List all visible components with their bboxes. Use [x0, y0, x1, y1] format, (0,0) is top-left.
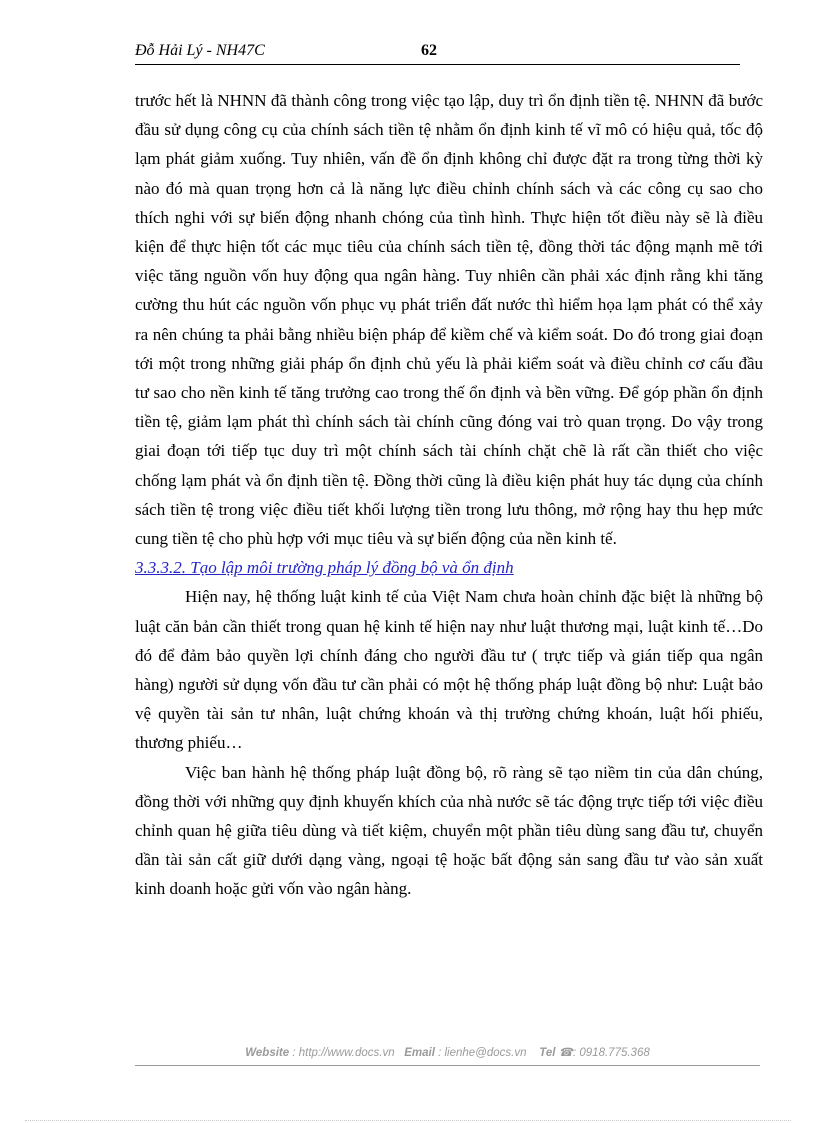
section-heading-link[interactable]: 3.3.3.2. Tạo lập môi trường pháp lý đồng bộ và ổn định — [135, 558, 514, 578]
page-number: 62 — [421, 42, 437, 59]
footer-website-link[interactable]: : http://www.docs.vn — [292, 1047, 395, 1059]
document-body — [135, 86, 763, 904]
page-header — [135, 40, 740, 65]
footer-tel-label: Tel — [539, 1047, 556, 1059]
page-footer — [135, 1045, 760, 1066]
footer-tel-value: : 0918.775.368 — [573, 1047, 650, 1059]
bottom-divider — [25, 1120, 791, 1121]
footer-email-link[interactable]: : lienhe@docs.vn — [438, 1047, 527, 1059]
footer-email-label: Email — [404, 1047, 435, 1059]
footer-website-label: Website — [245, 1047, 290, 1059]
paragraph-3: Việc ban hành hệ thống pháp luật đồng bộ, rõ ràng sẽ tạo niềm tin của dân chúng, đồng thời với những quy định khuyến khích của nhà nước sẽ tác động trực tiếp tới việc điều chỉnh quan hệ giữa tiêu dùng và tiết kiệm, chuyển một phần tiêu dùng sang đầu tư, chuyển dần tài sản cất giữ dưới dạng vàng, ngoại tệ hoặc bất động sản sang đầu tư vào sản xuất kinh doanh hoặc gửi vốn vào ngân hàng. — [135, 762, 763, 899]
phone-icon: ☎ — [558, 1047, 573, 1059]
paragraph-2: Hiện nay, hệ thống luật kinh tế của Việt Nam chưa hoàn chỉnh đặc biệt là những bộ luật căn bản cần thiết trong quan hệ kinh tế hiện nay như luật thương mại, luật kinh tế…Do đó để đảm bảo quyền lợi chính đáng cho người đầu tư ( trực tiếp và gián tiếp qua ngân hàng) người sử dụng vốn đầu tư cần phải có một hệ thống pháp luật đồng bộ như: Luật bảo vệ quyền tài sản tư nhân, luật chứng khoán và thị trường chứng khoán, luật hối phiếu, thương phiếu… — [135, 587, 763, 753]
paragraph-1: trước hết là NHNN đã thành công trong việc tạo lập, duy trì ổn định tiền tệ. NHNN đã bước đầu sử dụng công cụ của chính sách tiền tệ nhằm ổn định kinh tế vĩ mô có hiệu quả, tốc độ lạm phát giảm xuống. Tuy nhiên, vấn đề ổn định không chỉ được đặt ra trong từng thời kỳ nào đó mà quan trọng hơn cả là năng lực điều chỉnh chính sách và các công cụ sao cho thích nghi với sự biến động nhanh chóng của tình hình. Thực hiện tốt điều này sẽ là điều kiện để thực hiện tốt các mục tiêu của chính sách tiền tệ, đồng thời tác động mạnh mẽ tới việc tăng nguồn vốn huy động qua ngân hàng. Tuy nhiên cần phải xác định rằng khi tăng cường thu hút các nguồn vốn phục vụ phát triển đất nước thì hiểm họa lạm phát có thể xảy ra nên chúng ta phải bằng nhiều biện pháp để kiềm chế và kiểm soát. Do đó trong giai đoạn tới một trong những giải pháp ổn định chủ yếu là phải kiểm soát và điều chỉnh cơ cấu đầu tư sao cho nền kinh tế tăng trưởng cao trong thế ổn định và bền vững. Để góp phần ổn định tiền tệ, giảm lạm phát thì chính sách tài chính cũng đóng vai trò quan trọng. Do vậy trong giai đoạn tới tiếp tục duy trì một chính sách tài chính chặt chẽ là rất cần thiết cho việc chống lạm phát và ổn định tiền tệ. Đồng thời cũng là điều kiện phát huy tác dụng của chính sách tiền tệ trong việc điều tiết khối lượng tiền trong lưu thông, mở rộng hay thu hẹp mức cung tiền tệ cho phù hợp với mục tiêu và sự biến động của nền kinh tế. — [135, 91, 763, 549]
header-author: Đỗ Hải Lý - NH47C — [135, 42, 265, 59]
